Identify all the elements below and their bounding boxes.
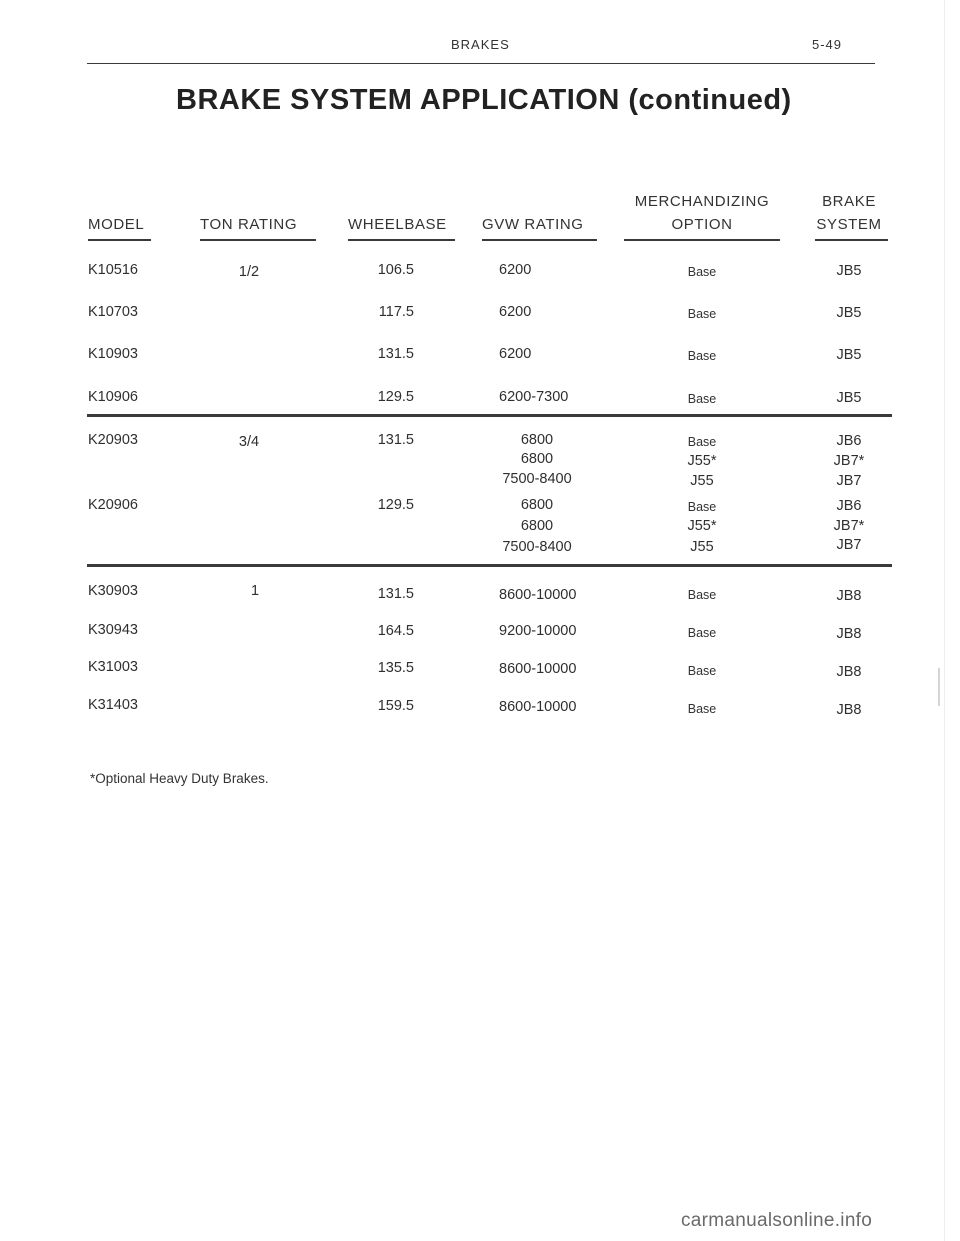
cell-brake-system: JB5	[836, 263, 862, 279]
page-edge-shadow	[944, 0, 945, 1241]
cell-gvw: 9200-10000	[499, 623, 577, 639]
cell-wheelbase: 135.5	[377, 660, 414, 676]
column-header-merchandizing-line2: OPTION	[671, 216, 733, 233]
cell-option: Base	[687, 626, 717, 640]
group-divider	[87, 414, 892, 417]
page-number: 5-49	[812, 37, 843, 52]
cell-ton-rating: 1	[250, 583, 260, 599]
group-divider	[87, 564, 892, 567]
cell-brake-system: JB8	[836, 702, 862, 718]
column-header-brake-line1: BRAKE	[822, 193, 876, 210]
cell-brake-system: JB8	[836, 588, 862, 604]
cell-option: Base	[687, 307, 717, 321]
cell-model: K20906	[88, 497, 138, 513]
scan-mark	[938, 668, 940, 706]
cell-wheelbase: 131.5	[377, 346, 414, 362]
cell-gvw: 8600-10000	[499, 661, 577, 677]
cell-wheelbase: 159.5	[377, 698, 414, 714]
cell-option: Base	[687, 588, 717, 602]
cell-option: J55*	[687, 518, 717, 534]
cell-option: J55*	[687, 453, 717, 469]
cell-model: K30903	[88, 583, 138, 599]
cell-gvw: 6200-7300	[499, 389, 569, 405]
cell-option: Base	[687, 500, 717, 514]
cell-ton-rating: 3/4	[238, 434, 260, 450]
cell-ton-rating: 1/2	[238, 264, 260, 280]
cell-gvw: 6200	[499, 304, 532, 320]
underline-merchandizing	[624, 239, 780, 241]
cell-model: K10906	[88, 389, 138, 405]
cell-gvw: 6200	[499, 262, 532, 278]
cell-model: K31403	[88, 697, 138, 713]
underline-wheelbase	[348, 239, 455, 241]
column-header-gvw-rating: GVW RATING	[482, 216, 584, 233]
header-rule	[87, 63, 875, 64]
cell-option: Base	[687, 702, 717, 716]
cell-option: Base	[687, 349, 717, 363]
column-header-brake-line2: SYSTEM	[816, 216, 882, 233]
cell-gvw: 7500-8400	[502, 471, 572, 487]
column-header-merchandizing-line1: MERCHANDIZING	[634, 193, 770, 210]
cell-gvw: 6800	[520, 518, 554, 534]
underline-ton-rating	[200, 239, 316, 241]
cell-option: J55	[690, 539, 714, 555]
footnote: *Optional Heavy Duty Brakes.	[90, 771, 269, 786]
cell-gvw: 8600-10000	[499, 587, 577, 603]
cell-wheelbase: 164.5	[377, 623, 414, 639]
cell-gvw: 6800	[520, 451, 554, 467]
column-header-model: MODEL	[88, 216, 145, 233]
cell-model: K20903	[88, 432, 138, 448]
cell-wheelbase: 106.5	[377, 262, 414, 278]
running-header-section: BRAKES	[451, 37, 510, 52]
cell-brake-system: JB7	[836, 473, 862, 489]
underline-gvw-rating	[482, 239, 597, 241]
cell-gvw: 8600-10000	[499, 699, 577, 715]
cell-brake-system: JB6	[836, 498, 862, 514]
underline-brake-system	[815, 239, 888, 241]
cell-option: Base	[687, 392, 717, 406]
cell-wheelbase: 129.5	[377, 389, 414, 405]
cell-brake-system: JB5	[836, 390, 862, 406]
column-header-ton-rating: TON RATING	[200, 216, 298, 233]
page-title: BRAKE SYSTEM APPLICATION (continued)	[176, 84, 792, 116]
cell-model: K10703	[88, 304, 138, 320]
cell-option: Base	[687, 664, 717, 678]
cell-brake-system: JB6	[836, 433, 862, 449]
cell-brake-system: JB7*	[833, 453, 865, 469]
cell-model: K10516	[88, 262, 138, 278]
cell-brake-system: JB7	[836, 537, 862, 553]
column-header-wheelbase: WHEELBASE	[348, 216, 447, 233]
cell-model: K31003	[88, 659, 138, 675]
cell-gvw: 6800	[520, 432, 554, 448]
cell-brake-system: JB7*	[833, 518, 865, 534]
cell-option: J55	[690, 473, 714, 489]
cell-wheelbase: 131.5	[377, 432, 414, 448]
cell-gvw: 6200	[499, 346, 532, 362]
cell-wheelbase: 131.5	[377, 586, 414, 602]
cell-gvw: 7500-8400	[502, 539, 572, 555]
cell-brake-system: JB5	[836, 347, 862, 363]
underline-model	[88, 239, 151, 241]
cell-option: Base	[687, 435, 717, 449]
cell-brake-system: JB5	[836, 305, 862, 321]
cell-model: K30943	[88, 622, 138, 638]
cell-option: Base	[687, 265, 717, 279]
cell-brake-system: JB8	[836, 664, 862, 680]
cell-brake-system: JB8	[836, 626, 862, 642]
cell-wheelbase: 117.5	[378, 304, 414, 320]
watermark: carmanualsonline.info	[681, 1210, 873, 1231]
cell-gvw: 6800	[520, 497, 554, 513]
cell-wheelbase: 129.5	[377, 497, 414, 513]
cell-model: K10903	[88, 346, 138, 362]
